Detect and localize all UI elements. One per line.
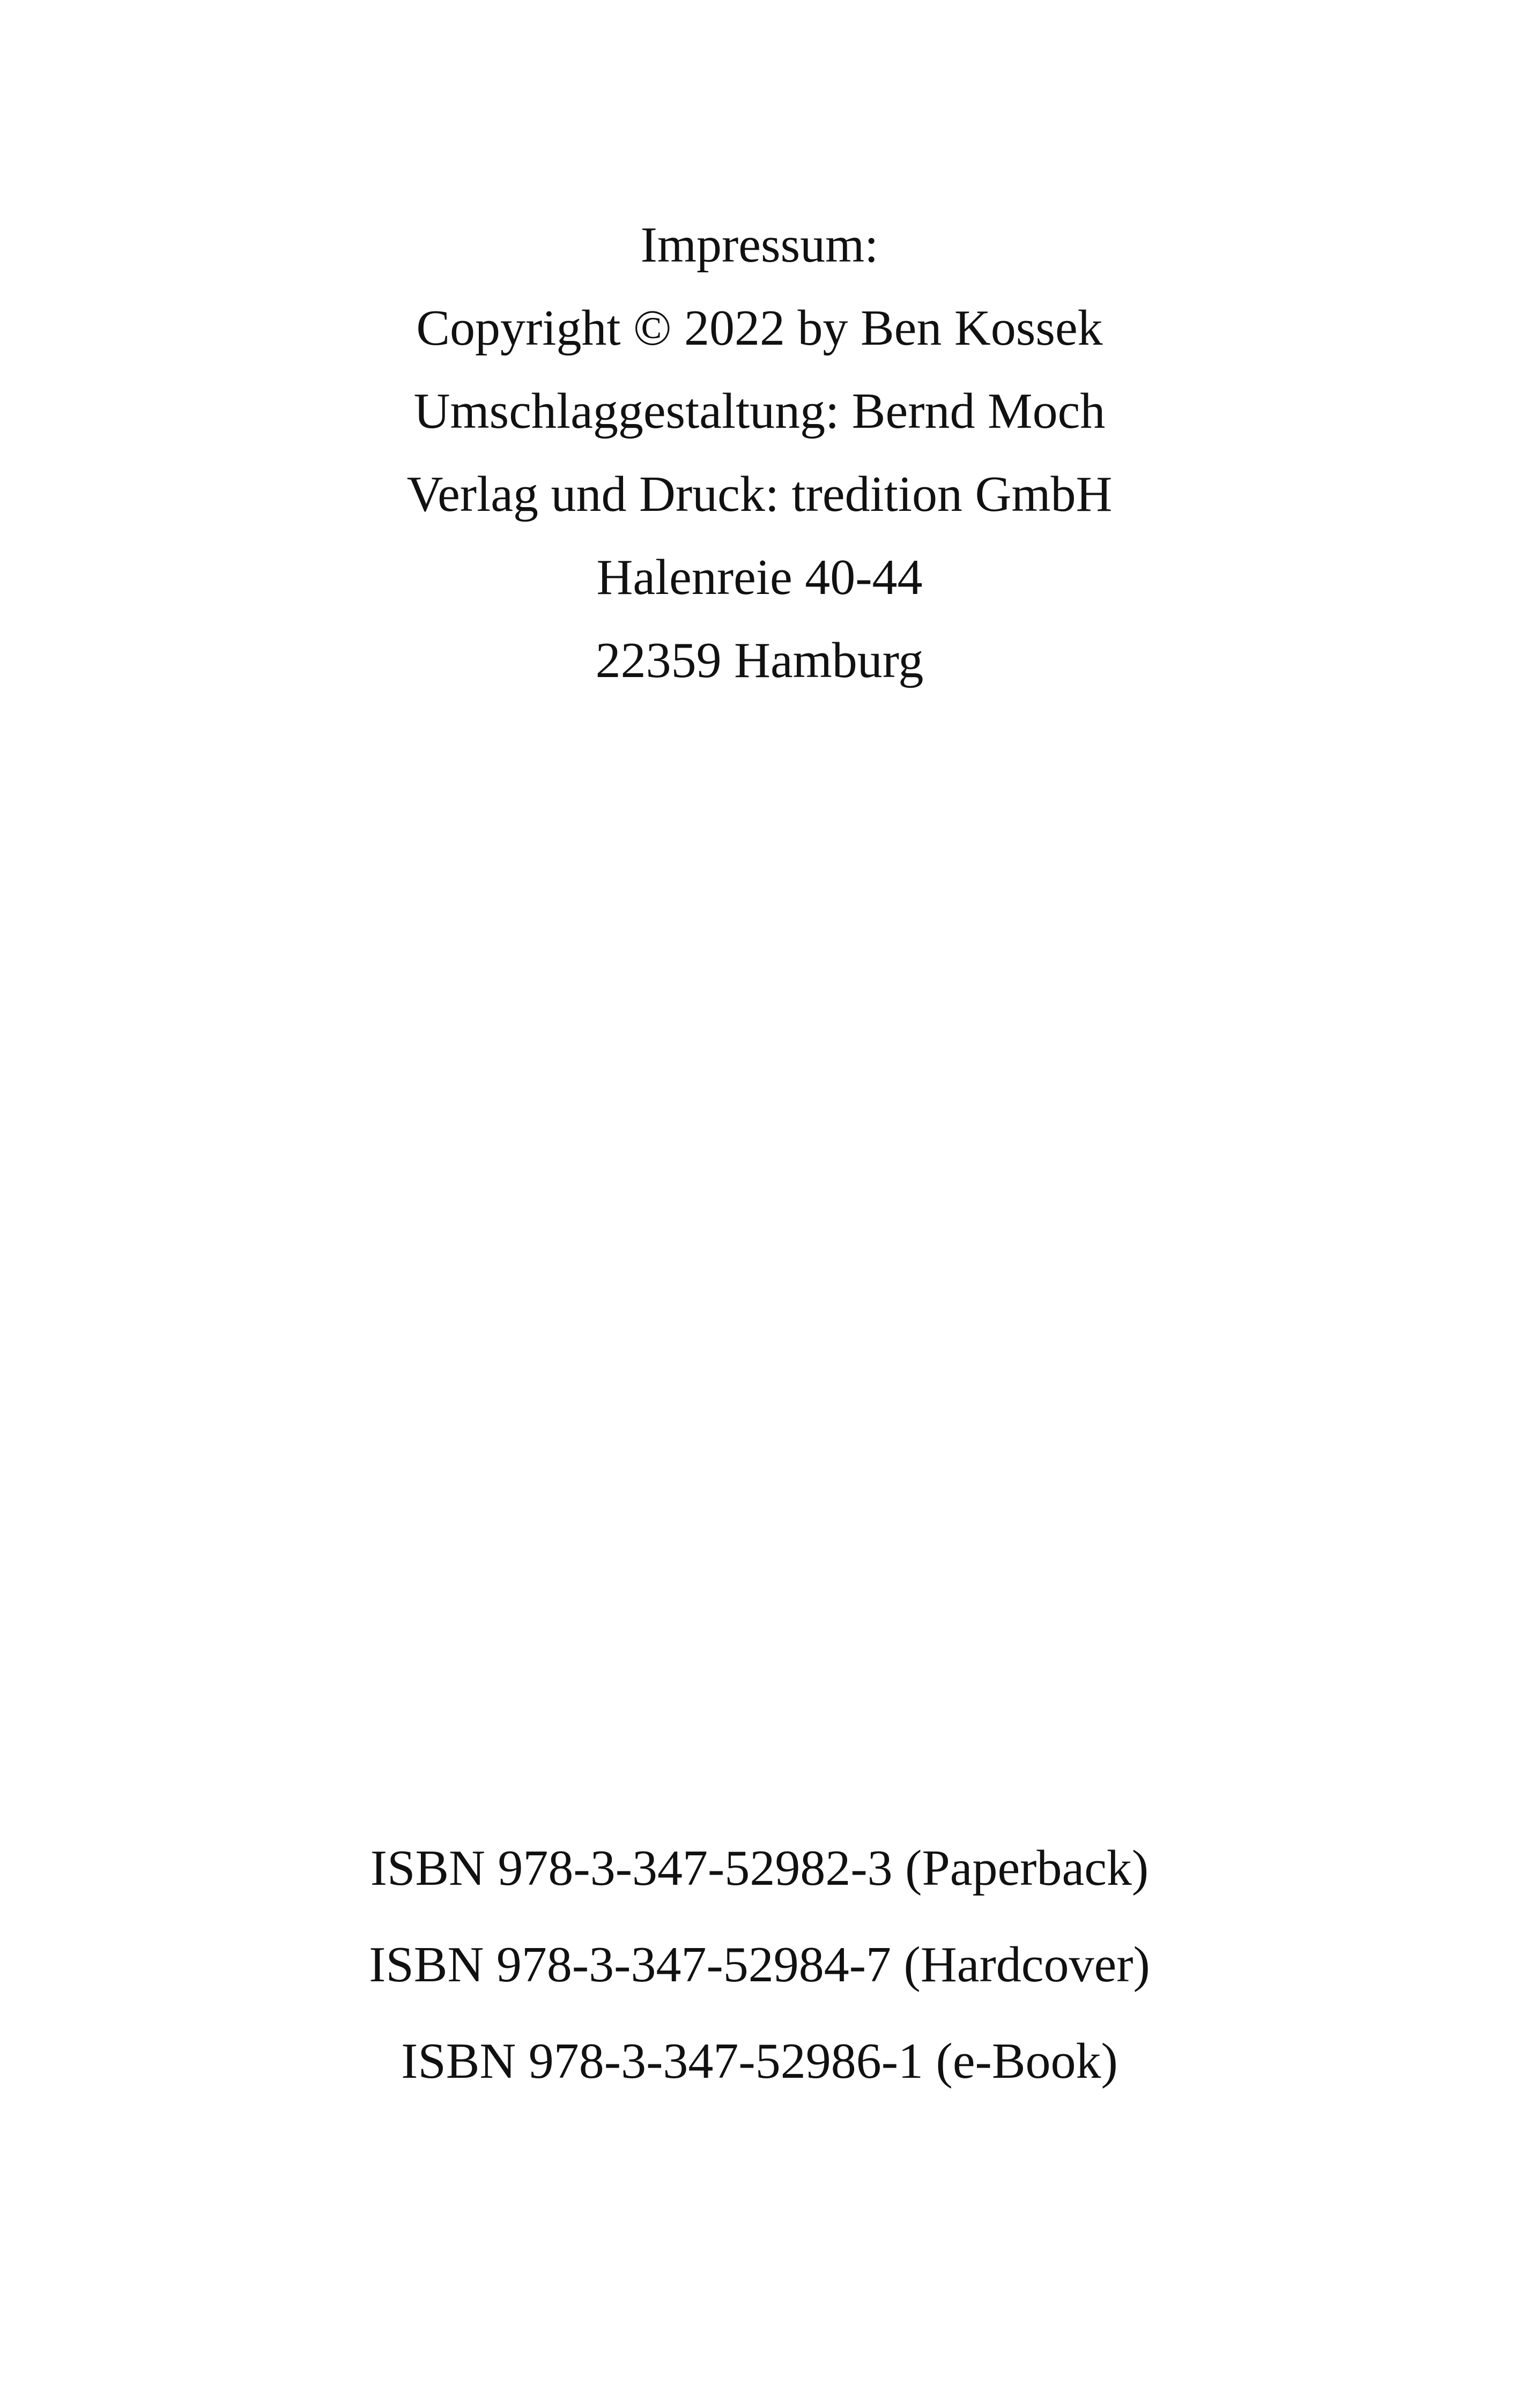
publisher-line: Verlag und Druck: tredition GmbH	[406, 466, 1113, 522]
copyright-line: Copyright © 2022 by Ben Kossek	[416, 300, 1103, 356]
imprint-block	[0, 204, 1519, 702]
imprint-heading: Impressum:	[640, 217, 879, 273]
isbn-ebook: ISBN 978-3-347-52986-1 (e-Book)	[401, 2033, 1118, 2089]
city-address: 22359 Hamburg	[595, 633, 924, 688]
isbn-hardcover: ISBN 978-3-347-52984-7 (Hardcover)	[369, 1937, 1150, 1993]
isbn-block	[0, 1820, 1519, 2109]
isbn-paperback: ISBN 978-3-347-52982-3 (Paperback)	[370, 1840, 1149, 1896]
street-address: Halenreie 40-44	[596, 549, 923, 605]
cover-design-line: Umschlaggestaltung: Bernd Moch	[413, 383, 1106, 439]
